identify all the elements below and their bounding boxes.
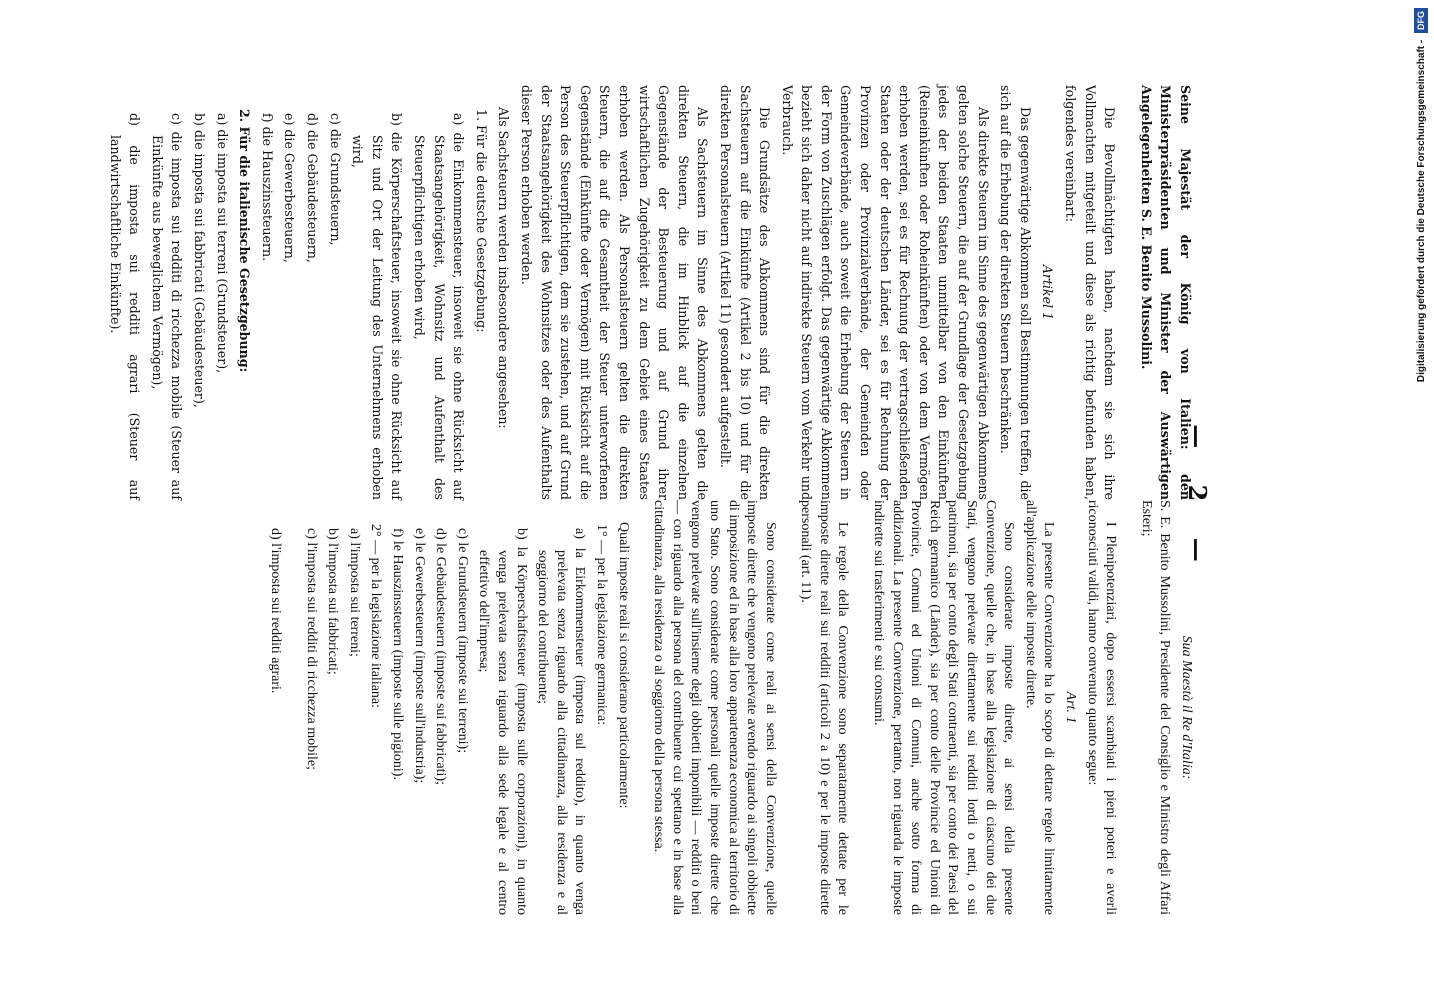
german-list-2b: b) die imposta sui fabbricati (Gebäudesteuer), [192, 113, 208, 408]
italian-list-1b: b) la Körperschaftssteuer (imposta sulle corporazioni), in quanto venga prelevata senza riguardo alla sede legale e al centro effettivo dell'impresa; [476, 528, 529, 915]
italian-list-1f: f) le Hauszinssteuern (imposte sulle pigioni). [390, 528, 406, 780]
german-list-1d: d) die Gebäudesteuern, [305, 113, 321, 263]
dfg-logo: DFG [1414, 8, 1428, 33]
italian-powers: I Plenipotenziari, dopo essersi scambiati i pieni poteri e averli riconosciuti validi, hanno convenuto quanto segue: [1084, 500, 1119, 915]
italian-list-2c: c) l'imposta sui redditi di ricchezza mobile; [303, 528, 319, 770]
italian-list-2-heading: 2° — per la legislazione italiana: [368, 524, 384, 709]
german-powers: Die Bevollmächtigten haben, nachdem sie sich ihre Vollmachten mitgeteilt und diese als richtig befunden haben, folgendes vereinbart: [1063, 85, 1118, 500]
digitization-note: Digitalisierung gefördert durch die Deutsche Forschungsgemeinschaft - [1416, 39, 1427, 383]
german-list-2-heading: 2. Für die italienische Gesetzgebung: [237, 109, 253, 373]
italian-list-1c: c) le Grundsteuern (imposte sui terreni); [454, 528, 470, 754]
german-list-1-heading: 1. Für die deutsche Gesetzgebung: [473, 109, 489, 333]
german-intro: Seine Majestät der König von Italien: den Ministerpräsidenten und Minister der Auswärtigen Angelegenheiten S. E. Benito Mussolini. [1138, 85, 1193, 500]
rotated-page [40, 0, 1300, 1000]
german-paragraph-2: Als direkte Steuern im Sinne des gegenwärtigen Abkommens gelten solche Steuern, die auf der Grundlage der Gesetzgebung jedes der beiden Staaten unmittelbar von den Einkünften (Reineinkünften oder Roheinkünften) oder von dem Vermögen erhoben werden, sei es für Rechnung der vertragschließenden Staaten oder der deutschen Länder, sei es für Rechnung der Provinzen oder Provinzialverbände, der Gemeinden oder Gemeindeverbände, auch soweit die Erhebung der Steuern in der Form von Zuschlägen erfolgt. Das gegenwärtige Abkommen bezieht sich daher nicht auf indirekte Steuern vom Verkehr und Verbrauch. [779, 85, 991, 500]
italian-article-title: Art. 1 [1063, 691, 1079, 724]
german-paragraph-5: Als Sachsteuern werden insbesondere angesehen: [496, 107, 512, 429]
italian-list-1a: a) la Eirkommensteuer (imposta sul reddito), in quanto venga prelevata senza riguardo alla cittadinanza, alla residenza e al soggiorno del contribuente; [535, 528, 588, 915]
italian-paragraph-5: Quali imposte reali si considerano particolarmente: [615, 522, 631, 809]
german-paragraph-3: Die Grundsätze des Abkommens sind für die direkten Sachsteuern auf die Einkünfte (Artikel 2 bis 10) und für die direkten Personalsteuern (Artikel 11) gesondert aufgestellt. [717, 85, 773, 500]
italian-paragraph-4: Sono considerate come reali ai sensi della Convenzione, quelle imposte dirette che vengono prelevate avendo riguardo ai singoli obbiette di imposizione ed in base alla loro appartenenza economica al territorio di uno Stato. Sono considerate come personali quelle imposte dirette che vengono prelevate sull'insieme degli obbietti imponibili — redditi o beni — con riguardo alla persona del contribuente cui spettano e in base alla cittadinanza, alla residenza o al soggiorno della persona stessa. [651, 500, 778, 915]
italian-list-2b: b) l'imposta sui fabbricati; [325, 528, 341, 675]
german-column [65, 85, 1195, 500]
page-number: — 2 — [1183, 424, 1212, 576]
italian-intro: Sua Maestà il Re d'Italia: [1179, 635, 1194, 780]
german-list-2d: d) die imposta sui redditi agrari (Steuer auf landwirtschaftliche Einkünfte). [107, 113, 143, 500]
german-list-1c: c) die Grundsteuern, [327, 113, 343, 246]
italian-paragraph-2: Sono considerate imposte dirette, ai sensi della presente Convenzione, quelle che, in base alla legislazione di ciascuno dei due Stati, vengono prelevate direttamente sui redditi lordi o netti, o sui patrimoni, sia per conto degli Stati contraenti, sia per conto dei Paesi del Reich germanico (Länder), sia per conto delle Provincie ed Unioni di Provincie, Comuni ed Unioni di Comuni, anche sotto forma di addizionali. La presente Convenzione, pertanto, non riguarda le imposte indirette sui trasferimenti e sui consumi. [871, 500, 1017, 915]
italian-list-1e: e) le Gewerbesteuern (imposte sull'industria); [411, 528, 427, 784]
italian-list-2a: a) l'imposta sui terreni; [346, 528, 362, 657]
italian-minister: S. E. Benito Mussolini, Presidente del Consiglio e Ministro degli Affari Esteri; [1138, 500, 1173, 915]
italian-list-2d: d) l'imposta sui redditi agrari. [268, 528, 284, 694]
italian-column [65, 500, 1195, 915]
german-article-title: Artikel 1 [1040, 264, 1056, 321]
german-list-1f: f) die Hauszinssteuern. [259, 113, 275, 262]
italian-paragraph-3: Le regole della Convenzione sono separatamente dettate per le imposte dirette reali sui redditi (articoli 2 a 10) e per le imposte dirette personali (art. 11). [798, 500, 851, 915]
german-paragraph-1: Das gegenwärtige Abkommen soll Bestimmungen treffen, die sich auf die Erhebung der direkten Steuern beschränken. [998, 85, 1033, 500]
german-list-1b: b) die Körperschaftsteuer, insoweit sie ohne Rücksicht auf Sitz und Ort der Leitung des Unternehmens erhoben wird, [350, 113, 405, 500]
german-paragraph-4: Als Sachsteuern im Sinne des Abkommens gelten die direkten Steuern, die im Hinblick auf die einzelnen Gegenstände der Besteuerung und auf Grund ihrer wirtschaftlichen Zugehörigkeit zu dem Gebiet eines Staates erhoben werden. Als Personalsteuern gelten die direkten Steuern, die auf die Gesamtheit der Steuer unterworfenen Gegenstände (Einkünfte oder Vermögen) mit Rücksicht auf die Person des Steuerpflichtigen, dem sie zustehen, und auf Grund der Staatsangehörigkeit des Wohnsitzes oder des Aufenthalts dieser Person erhoben werden. [519, 85, 711, 500]
german-list-1e: e) die Gewerbesteuern, [282, 113, 298, 263]
german-list-2a: a) die imposta sui terreni (Grundsteuer), [214, 113, 230, 374]
italian-list-1d: d) le Gebäudesteuern (imposte sui fabbricati); [433, 528, 449, 785]
digitization-margin [1411, 8, 1433, 992]
italian-paragraph-1: La presente Convenzione ha lo scopo di dettare regole limitamente all'applicazione delle imposte dirette. [1022, 500, 1057, 915]
german-list-1a: a) die Einkommensteuer, insoweit sie ohne Rücksicht auf Staatsangehörigkeit, Wohnsitz und Aufenthalt des Steuerpflichtigen erhoben wird, [412, 113, 467, 500]
italian-list-1-heading: 1° — per la legislazione germanica: [593, 524, 609, 726]
german-list-2c: c) die imposta sui redditi di ricchezza mobile (Steuer auf Einkünfte aus beweglichem Vermögen), [149, 113, 185, 500]
